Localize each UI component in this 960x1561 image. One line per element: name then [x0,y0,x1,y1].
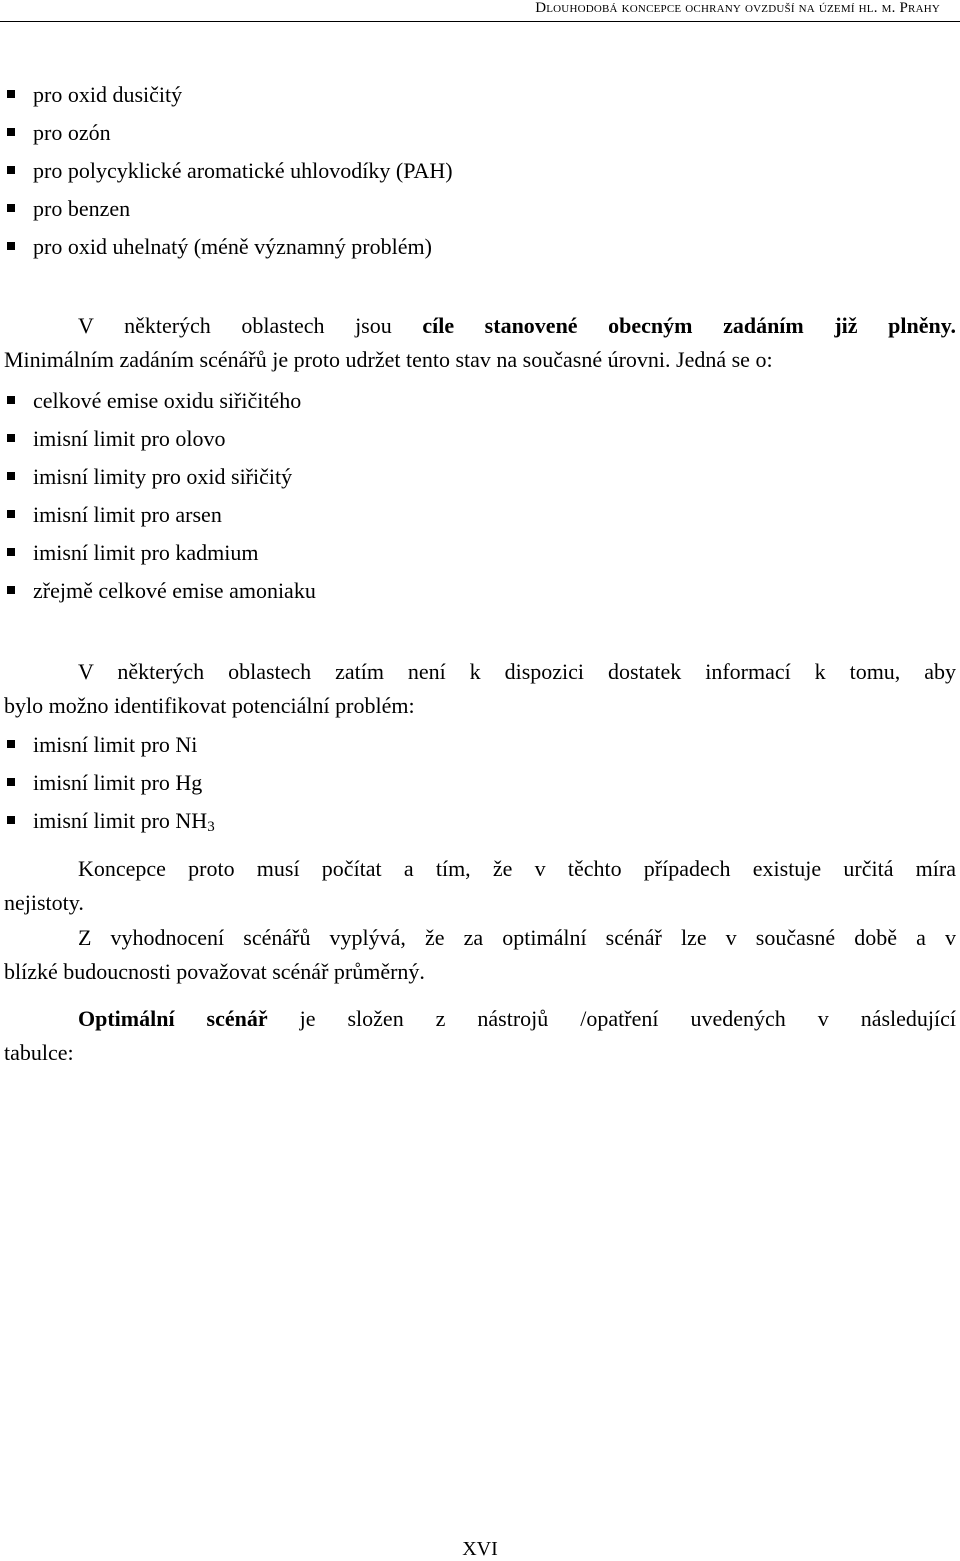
paragraph-optimal-scenario: Optimální scénář je složen z nástrojů /opatření uvedených v následující tabulce: [4,1006,957,1065]
bullet-icon [7,128,15,136]
header-rule [0,21,960,22]
bullet-icon [7,472,15,480]
page-number: XVI [462,1538,498,1560]
paragraph-goals-met: V některých oblastech jsou cíle stanovené obecným zadáním již plněny. Minimálním zadáním scénářů je proto udržet tento stav na současné úrovni. Jedná se o: [4,313,957,372]
bullet-icon [7,166,15,174]
bullet-icon [7,396,15,404]
bullet-icon [7,90,15,98]
bullet-icon [7,510,15,518]
bullet-icon [7,740,15,748]
bullet-icon [7,242,15,250]
bullet-icon [7,548,15,556]
bullet-icon [7,204,15,212]
bullet-icon [7,586,15,594]
running-header [0,0,960,22]
bullet-icon [7,434,15,442]
paragraph-evaluation: Z vyhodnocení scénářů vyplývá, že za optimální scénář lze v současné době a v blízké budoucnosti považovat scénář průměrný. [4,925,956,984]
bold-phrase: Optimální scénář [78,1006,268,1031]
paragraph-insufficient-info: V některých oblastech zatím není k dispozici dostatek informací k tomu, aby bylo možno identifikovat potenciální problém: [4,659,956,718]
bullet-icon [7,816,15,824]
header-title: Dlouhodobá koncepce ochrany ovzduší na území hl. m. Prahy [535,0,940,16]
paragraph-uncertainty: Koncepce proto musí počítat a tím, že v těchto případech existuje určitá míra nejistoty. [4,856,956,915]
bold-phrase: cíle stanovené obecným zadáním již plněny. [422,313,957,338]
bullet-icon [7,778,15,786]
